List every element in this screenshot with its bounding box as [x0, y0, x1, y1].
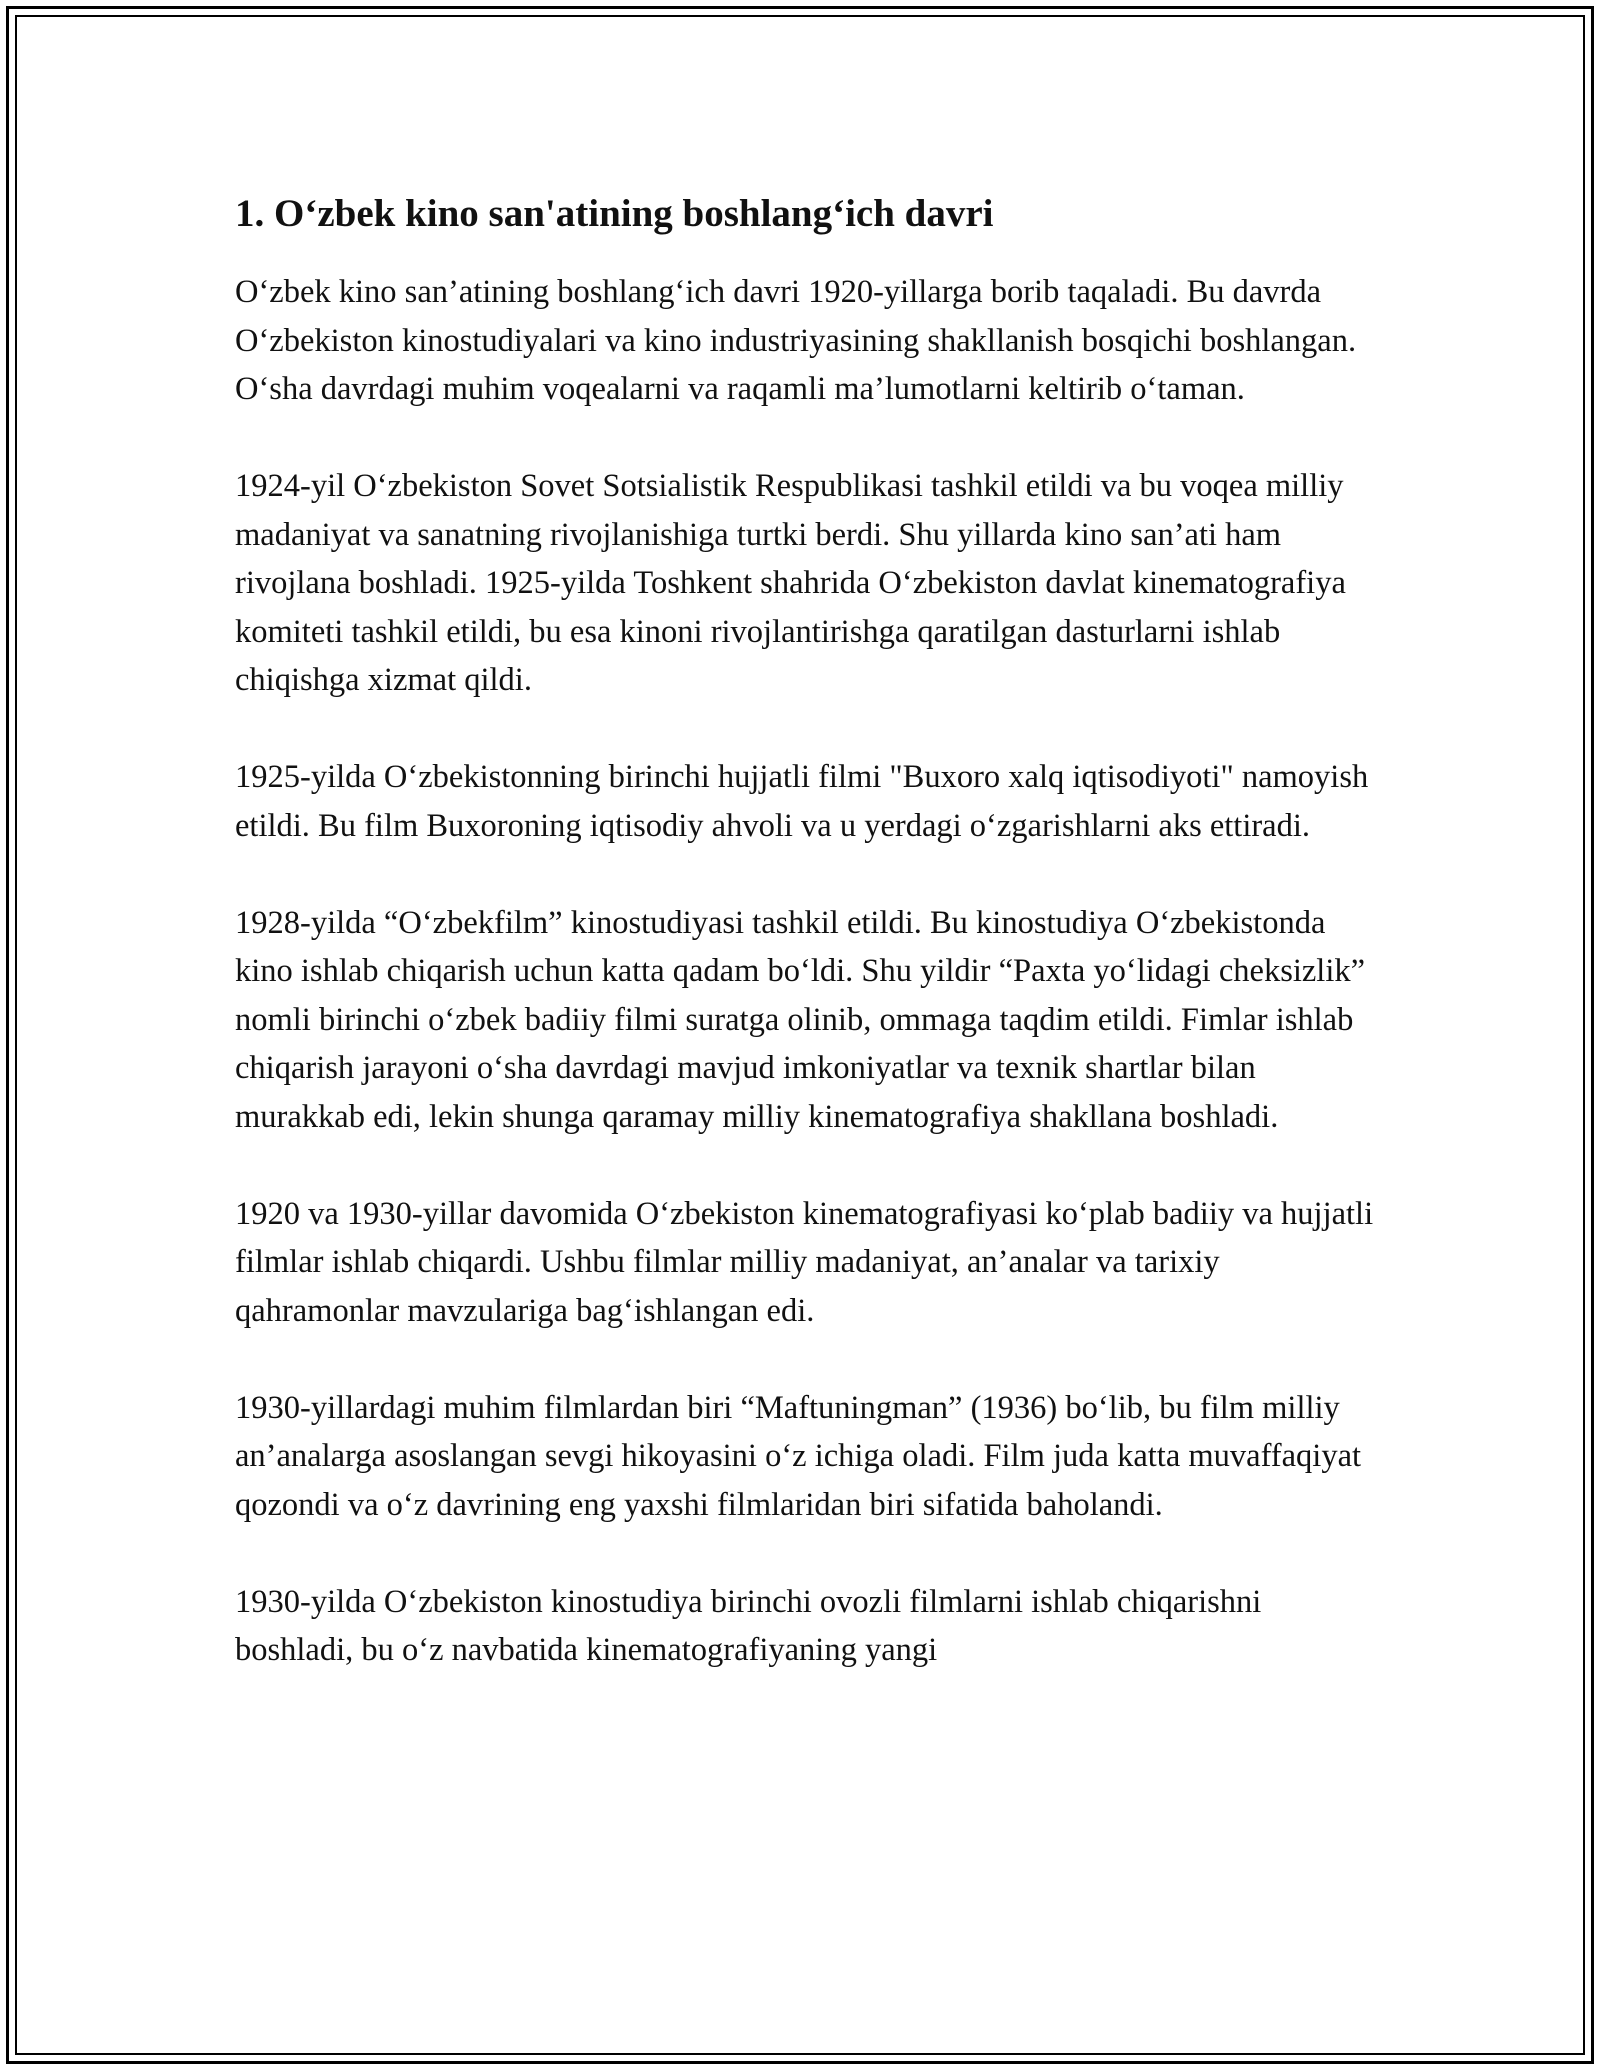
document-body — [235, 186, 1375, 1723]
section-heading: 1. O‘zbek kino san'atining boshlang‘ich davri — [235, 192, 994, 235]
paragraph-1930-sound: 1930-yilda O‘zbekiston kinostudiya birinchi ovozli filmlarni ishlab chiqarishni boshladi, bu o‘z navbatida kinematografiyaning yangi — [235, 1583, 1262, 1668]
paragraph-1920-1930: 1920 va 1930-yillar davomida O‘zbekiston kinematografiyasi ko‘plab badiiy va hujjatli filmlar ishlab chiqardi. Ushbu filmlar milliy madaniyat, an’analar va tarixiy qahramonlar mavzulariga bag‘ishlangan edi. — [235, 1195, 1374, 1329]
paragraph-1925: 1925-yilda O‘zbekistonning birinchi hujjatli filmi "Buxoro xalq iqtisodiyoti" namoyish etildi. Bu film Buxoroning iqtisodiy ahvoli va u yerdagi o‘zgarishlarni aks ettiradi. — [235, 759, 1369, 844]
paragraph-1930s-films: 1930-yillardagi muhim filmlardan biri “Maftuningman” (1936) bo‘lib, bu film milliy an’analarga asoslangan sevgi hikoyasini o‘z ichiga oladi. Film juda katta muvaffaqiyat qozondi va o‘z davrining eng yaxshi filmlaridan biri sifatida baholandi. — [235, 1389, 1362, 1523]
paragraph-1924: 1924-yil O‘zbekiston Sovet Sotsialistik Respublikasi tashkil etildi va bu voqea milliy madaniyat va sanatning rivojlanishiga turtki berdi. Shu yillarda kino san’ati ham rivojlana boshladi. 1925-yilda Toshkent shahrida O‘zbekiston davlat kinematografiya komiteti tashkil etildi, bu esa kinoni rivojlantirishga qaratilgan dasturlarni ishlab chiqishga xizmat qildi. — [235, 468, 1346, 698]
paragraph-1928: 1928-yilda “O‘zbekfilm” kinostudiyasi tashkil etildi. Bu kinostudiya O‘zbekistonda kino ishlab chiqarish uchun katta qadam bo‘ldi. Shu yildir “Paxta yo‘lidagi cheksizlik” nomli birinchi o‘zbek badiiy filmi suratga olinib, ommaga taqdim etildi. Fimlar ishlab chiqarish jarayoni o‘sha davrdagi mavjud imkoniyatlar va texnik shartlar bilan murakkab edi, lekin shunga qaramay milliy kinematografiya shakllana boshladi. — [235, 904, 1366, 1135]
paragraph-intro: O‘zbek kino san’atining boshlang‘ich davri 1920-yillarga borib taqaladi. Bu davrda O‘zbekiston kinostudiyalari va kino industriyasining shakllanish bosqichi boshlangan. O‘sha davrdagi muhim voqealarni va raqamli ma’lumotlarni keltirib o‘taman. — [235, 274, 1357, 407]
